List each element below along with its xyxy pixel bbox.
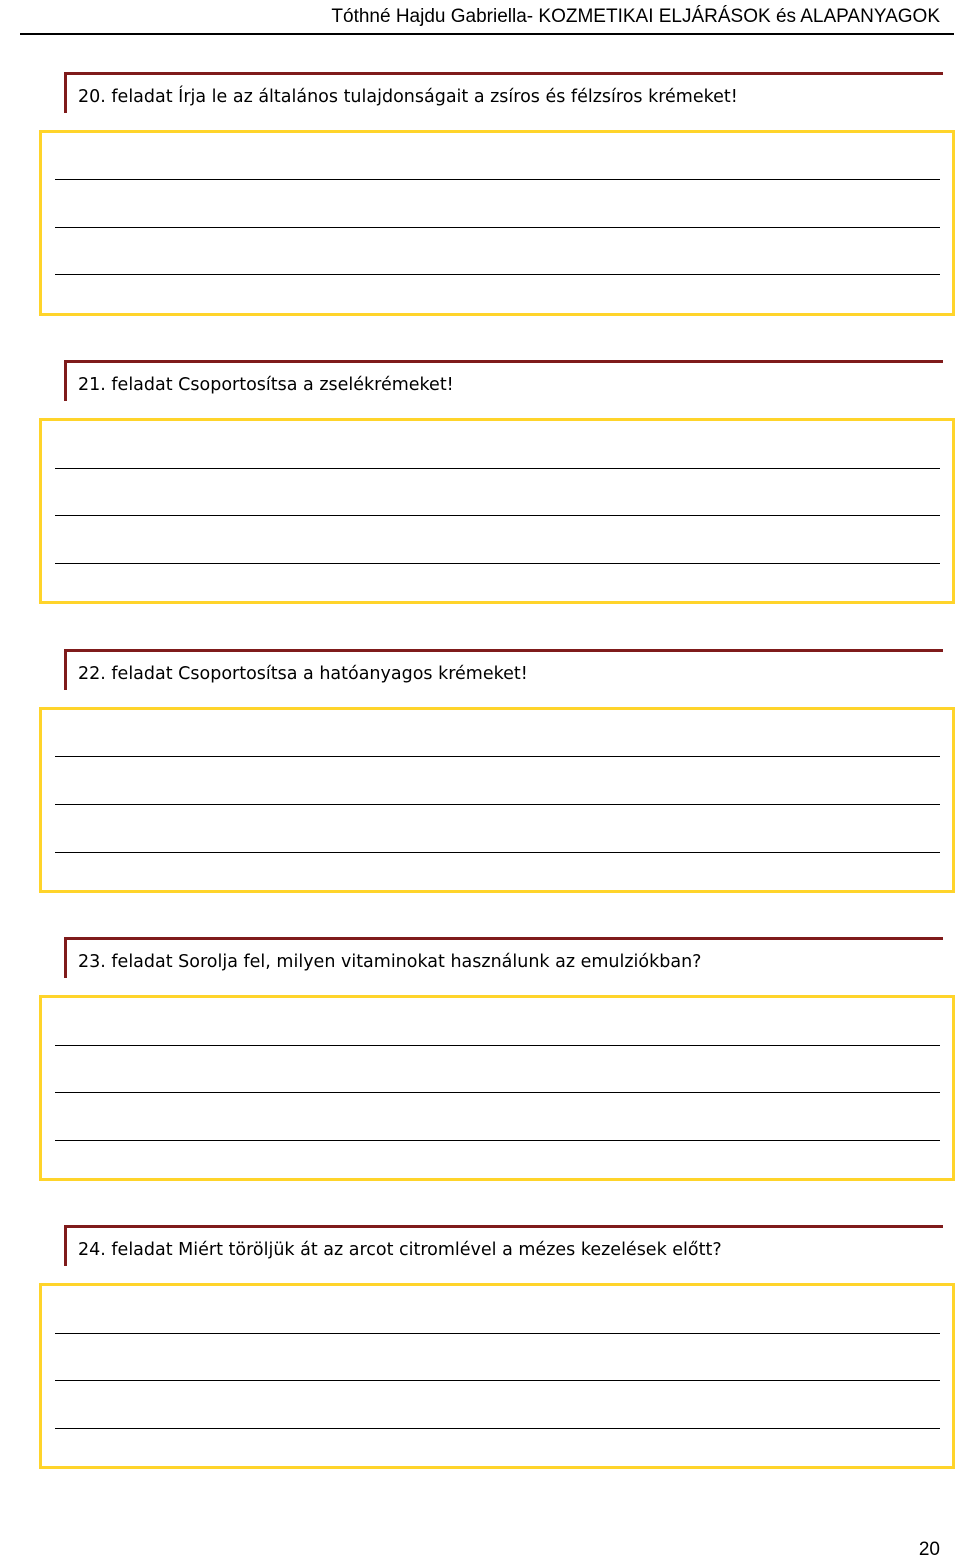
answer-line[interactable] <box>55 804 940 805</box>
answer-line[interactable] <box>55 852 940 853</box>
task-title: 22. feladat Csoportosítsa a hatóanyagos krémeket! <box>78 664 528 684</box>
answer-box[interactable] <box>39 707 955 893</box>
task-title: 23. feladat Sorolja fel, milyen vitaminokat használunk az emulziókban? <box>78 952 702 972</box>
answer-line[interactable] <box>55 227 940 228</box>
answer-line[interactable] <box>55 274 940 275</box>
answer-line[interactable] <box>55 1428 940 1429</box>
task-title: 21. feladat Csoportosítsa a zselékrémeket! <box>78 375 454 395</box>
answer-line[interactable] <box>55 1380 940 1381</box>
task-title: 20. feladat Írja le az általános tulajdonságait a zsíros és félzsíros krémeket! <box>78 87 738 107</box>
answer-box[interactable] <box>39 418 955 604</box>
answer-line[interactable] <box>55 515 940 516</box>
answer-box[interactable] <box>39 130 955 316</box>
answer-line[interactable] <box>55 563 940 564</box>
header-rule <box>20 33 954 35</box>
answer-line[interactable] <box>55 179 940 180</box>
task-title: 24. feladat Miért töröljük át az arcot citromlével a mézes kezelések előtt? <box>78 1240 722 1260</box>
answer-line[interactable] <box>55 1045 940 1046</box>
answer-line[interactable] <box>55 1092 940 1093</box>
page-number: 20 <box>918 1539 940 1560</box>
answer-line[interactable] <box>55 756 940 757</box>
page-header: Tóthné Hajdu Gabriella- KOZMETIKAI ELJÁRÁSOK és ALAPANYAGOK <box>331 6 940 27</box>
answer-line[interactable] <box>55 1333 940 1334</box>
answer-box[interactable] <box>39 1283 955 1469</box>
answer-line[interactable] <box>55 468 940 469</box>
answer-box[interactable] <box>39 995 955 1181</box>
answer-line[interactable] <box>55 1140 940 1141</box>
